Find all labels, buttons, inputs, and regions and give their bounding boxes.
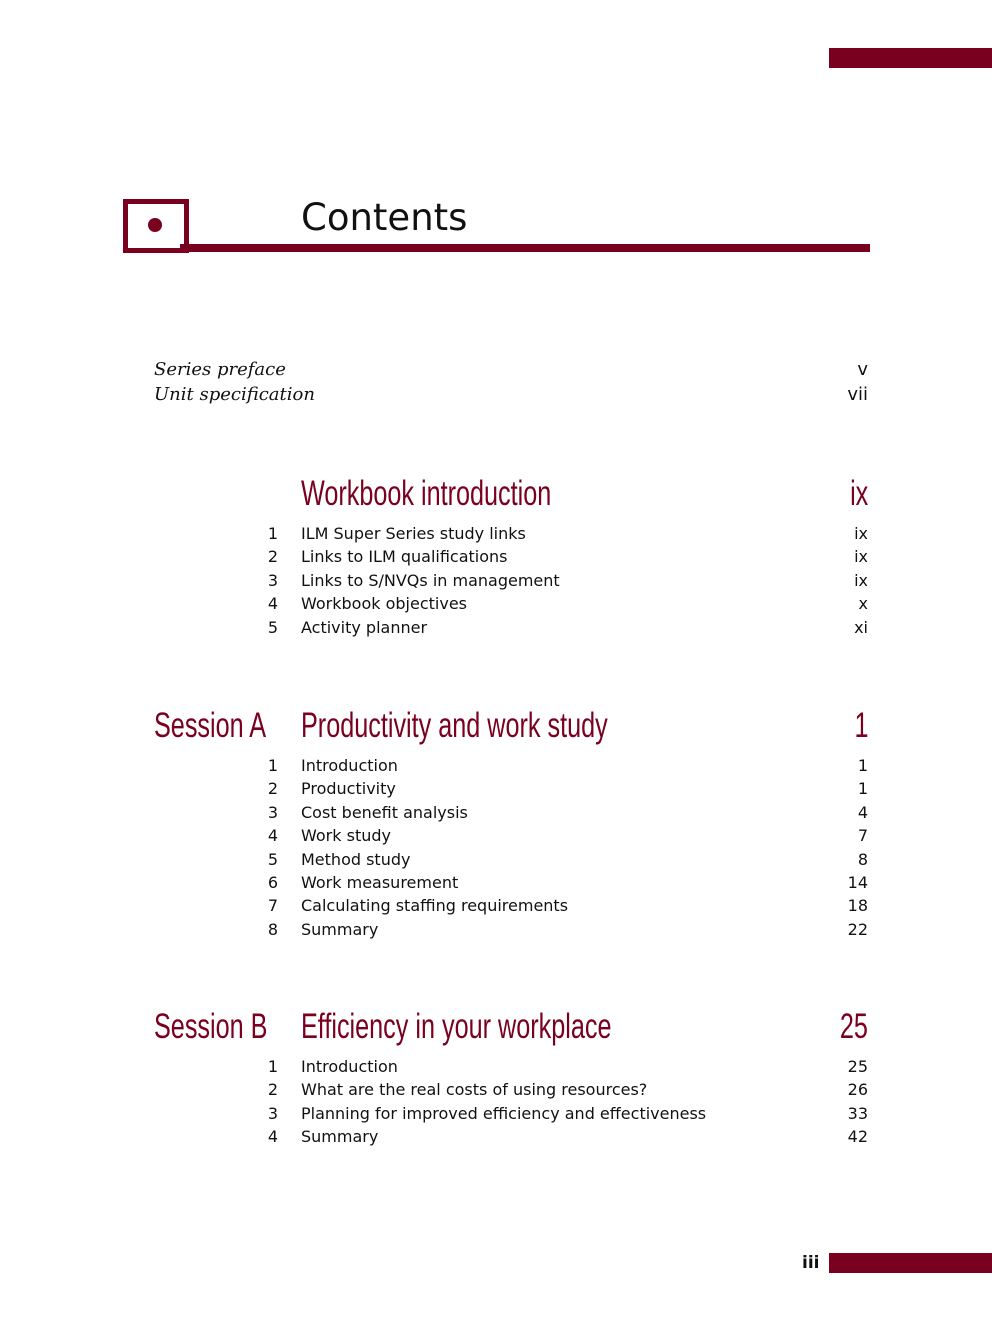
entry-number: 2	[267, 779, 278, 799]
entry-page: 8	[857, 849, 868, 869]
entry-number: 1	[267, 524, 278, 543]
entry-title: ILM Super Series study links	[301, 524, 526, 543]
entry-title: Planning for improved efficiency and effectiveness	[301, 1103, 707, 1123]
toc-entry	[154, 1055, 868, 1078]
entry-number: 3	[267, 1103, 278, 1123]
section-session-a	[154, 706, 868, 941]
entry-page: 4	[857, 802, 868, 822]
toc-entry	[154, 918, 868, 941]
toc-entry	[154, 357, 868, 382]
section-heading	[154, 706, 868, 750]
entry-number: 2	[267, 1080, 278, 1100]
entry-title: Productivity	[301, 779, 396, 799]
entry-title: Summary	[301, 1127, 379, 1147]
entry-number: 7	[267, 896, 278, 916]
section-title: Workbook introduction	[301, 474, 552, 513]
section-page: 25	[839, 1007, 868, 1046]
entry-title: Series preface	[154, 359, 286, 380]
bottom-corner-bar	[829, 1253, 992, 1273]
entry-title: Unit specification	[154, 384, 315, 405]
entry-page: 1	[857, 756, 868, 775]
toc-entry	[154, 382, 868, 407]
page-title: Contents	[301, 196, 468, 239]
toc-entry	[154, 569, 868, 592]
entry-number: 6	[267, 872, 278, 892]
top-corner-bar	[829, 48, 992, 68]
section-heading	[154, 1007, 868, 1051]
session-label: Session A	[154, 706, 267, 745]
toc-entry	[154, 871, 868, 894]
toc-entry	[154, 1078, 868, 1101]
entry-page: 33	[847, 1103, 868, 1123]
entry-page: ix	[854, 547, 868, 567]
entry-number: 5	[267, 849, 278, 869]
entry-number: 1	[267, 1057, 278, 1076]
entry-page: ix	[854, 524, 868, 543]
entry-page: xi	[854, 617, 868, 637]
entry-title: Workbook objectives	[301, 594, 467, 614]
entry-title: Summary	[301, 919, 379, 939]
section-session-b	[154, 1007, 868, 1149]
entry-page: 7	[857, 826, 868, 846]
entry-number: 4	[267, 826, 278, 846]
entry-page: 26	[847, 1080, 868, 1100]
entry-title: Introduction	[301, 1057, 398, 1076]
bullet-dot-icon	[148, 218, 162, 232]
entry-page: 42	[847, 1127, 868, 1147]
page-number: iii	[802, 1253, 820, 1273]
entry-title: Method study	[301, 849, 411, 869]
toc-entry	[154, 848, 868, 871]
entry-title: Cost benefit analysis	[301, 802, 468, 822]
entry-page: 25	[847, 1057, 868, 1076]
section-workbook-introduction	[154, 474, 868, 639]
entry-number: 4	[267, 1127, 278, 1147]
entry-title: Activity planner	[301, 617, 428, 637]
entry-title: Links to ILM qualifications	[301, 547, 508, 567]
toc-entry	[154, 777, 868, 800]
entry-page: x	[858, 594, 868, 614]
entry-page: v	[857, 359, 868, 380]
entry-title: What are the real costs of using resources?	[301, 1080, 648, 1100]
section-page: ix	[849, 474, 868, 513]
entry-number: 4	[267, 594, 278, 614]
entry-page: 14	[847, 872, 868, 892]
entry-number: 8	[267, 919, 278, 939]
entry-number: 1	[267, 756, 278, 775]
toc-entry	[154, 545, 868, 568]
section-page: 1	[853, 706, 868, 745]
toc-entry	[154, 1102, 868, 1125]
toc-entry	[154, 824, 868, 847]
title-rule	[180, 244, 870, 252]
entry-title: Work study	[301, 826, 391, 846]
toc-entry	[154, 1125, 868, 1148]
entry-page: ix	[854, 570, 868, 590]
entry-number: 3	[267, 570, 278, 590]
entry-number: 5	[267, 617, 278, 637]
session-label: Session B	[154, 1007, 268, 1046]
section-title: Efficiency in your workplace	[301, 1007, 612, 1046]
section-title: Productivity and work study	[301, 706, 608, 745]
section-heading	[154, 474, 868, 518]
entry-page: 22	[847, 919, 868, 939]
entry-page: 1	[857, 779, 868, 799]
entry-number: 3	[267, 802, 278, 822]
entry-title: Links to S/NVQs in management	[301, 570, 560, 590]
entry-page: 18	[847, 896, 868, 916]
toc-entry	[154, 522, 868, 545]
entry-title: Introduction	[301, 756, 398, 775]
entry-page: vii	[847, 384, 868, 405]
toc-entry	[154, 592, 868, 615]
toc-entry	[154, 754, 868, 777]
toc-entry	[154, 894, 868, 917]
entry-title: Calculating staffing requirements	[301, 896, 569, 916]
toc-entry	[154, 616, 868, 639]
entry-title: Work measurement	[301, 872, 459, 892]
entry-number: 2	[267, 547, 278, 567]
front-matter	[154, 357, 868, 407]
toc-entry	[154, 801, 868, 824]
